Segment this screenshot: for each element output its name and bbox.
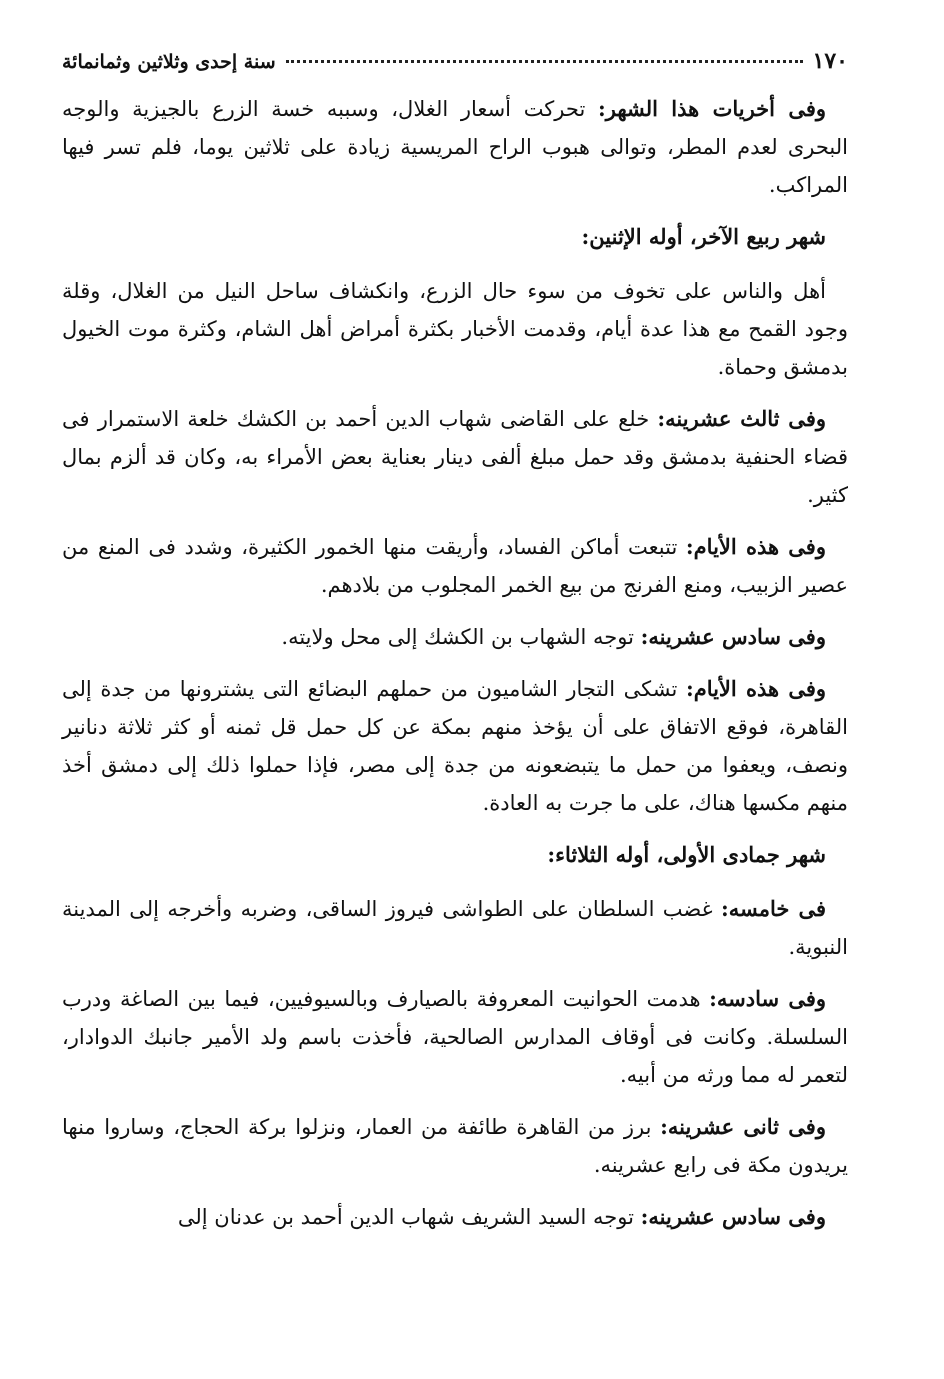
month-heading: شهر ربيع الآخر، أوله الإثنين:	[581, 224, 826, 249]
paragraph	[62, 272, 848, 386]
paragraph-lead: فى خامسه:	[721, 896, 826, 921]
paragraph-lead: وفى ثانى عشرينه:	[660, 1114, 826, 1139]
paragraph	[62, 618, 848, 656]
paragraph	[62, 980, 848, 1094]
paragraph-text: هدمت الحوانيت المعروفة بالصيارف وبالسيوفيين، فيما بين الصاغة ودرب السلسلة. وكانت فى أوقاف المدارس الصالحية، فأخذت باسم ولد الأمير جانبك الدوادار، لتعمر له مما ورثه من أبيه.	[62, 987, 848, 1087]
paragraph-text: أهل والناس على تخوف من سوء حال الزرع، وانكشاف ساحل النيل من الغلال، وقلة وجود القمح مع هذا عدة أيام، وقدمت الأخبار بكثرة أمراض أهل الشام، وكثرة موت الخيول بدمشق وحماة.	[62, 279, 848, 379]
running-title: سنة إحدى وثلاثين وثمانمائة	[62, 51, 276, 73]
paragraph	[62, 1108, 848, 1184]
paragraph-lead: وفى ثالث عشرينه:	[657, 406, 826, 431]
paragraph-lead: وفى سادس عشرينه:	[640, 624, 826, 649]
paragraph-text: تتبعت أماكن الفساد، وأريقت منها الخمور الكثيرة، وشدد فى المنع من عصير الزبيب، ومنع الفرنج من بيع الخمر المجلوب من بلادهم.	[62, 535, 848, 597]
paragraph	[62, 1198, 848, 1236]
paragraph-lead: وفى هذه الأيام:	[685, 676, 826, 701]
paragraph	[62, 400, 848, 514]
paragraph	[62, 890, 848, 966]
paragraph-text: خلع على القاضى شهاب الدين أحمد بن الكشك خلعة الاستمرار فى قضاء الحنفية بدمشق وقد حمل مبلغ ألفى دينار بعناية بعض الأمراء به، وكان قد ألزم بمال كثير.	[62, 407, 848, 507]
header-dotted-leader	[286, 60, 803, 63]
page-header	[62, 48, 848, 82]
paragraph-lead: وفى هذه الأيام:	[685, 534, 826, 559]
page-number: ١٧٠	[812, 48, 848, 74]
page-body	[62, 90, 848, 1236]
paragraph-text: برز من القاهرة طائفة من العمار، ونزلوا بركة الحجاج، وساروا منها يريدون مكة فى رابع عشرينه.	[62, 1115, 848, 1177]
paragraph-lead: وفى أخريات هذا الشهر:	[598, 96, 826, 121]
paragraph-lead: وفى سادس عشرينه:	[640, 1204, 826, 1229]
paragraph-lead: وفى سادسه:	[709, 986, 826, 1011]
paragraph-text: تحركت أسعار الغلال، وسببه خسة الزرع بالجيزية والوجه البحرى لعدم المطر، وتوالى هبوب الراح المريسية زيادة على ثلاثين يوما، فلم تسر فيها المراكب.	[62, 97, 848, 197]
paragraph	[62, 528, 848, 604]
paragraph-text: غضب السلطان على الطواشى فيروز الساقى، وضربه وأخرجه إلى المدينة النبوية.	[62, 897, 848, 959]
month-heading: شهر جمادى الأولى، أوله الثلاثاء:	[547, 842, 826, 867]
paragraph-text: توجه الشهاب بن الكشك إلى محل ولايته.	[281, 625, 641, 649]
book-page	[62, 48, 848, 1250]
paragraph	[62, 90, 848, 204]
paragraph	[62, 670, 848, 822]
paragraph-text: توجه السيد الشريف شهاب الدين أحمد بن عدنان إلى	[177, 1205, 641, 1229]
paragraph-text: تشكى التجار الشاميون من حملهم البضائع التى يشترونها من جدة إلى القاهرة، فوقع الاتفاق على أن يؤخذ منهم بمكة عن كل حمل قل ثمنه أو كثر ثلاثة دنانير ونصف، ويعفوا من حمل ما يتبضعونه من جدة إلى مصر، فإذا حملوا ذلك إلى دمشق أخذ منهم مكسها هناك، على ما جرت به العادة.	[62, 677, 848, 815]
